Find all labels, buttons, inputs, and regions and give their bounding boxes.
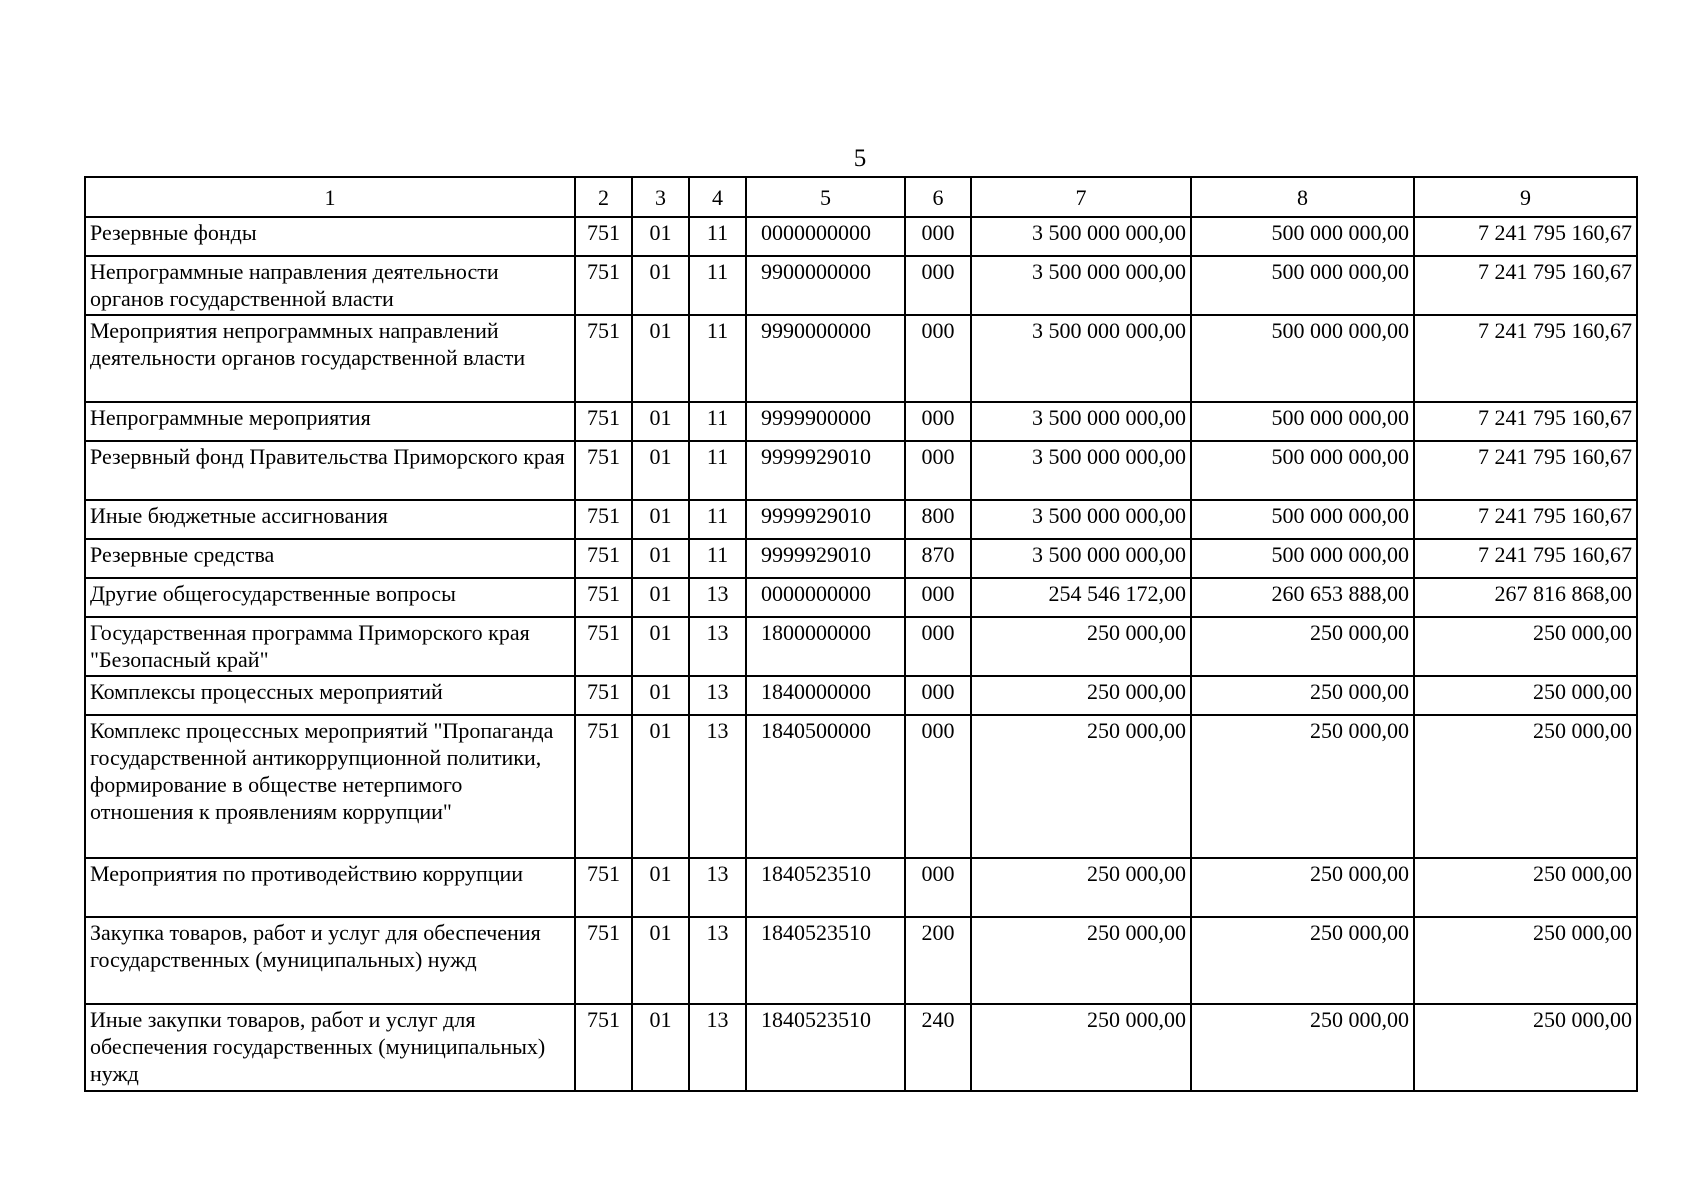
cell-code-2: 751 xyxy=(575,715,632,858)
cell-code-6: 000 xyxy=(905,315,971,402)
page-number: 5 xyxy=(853,145,867,172)
cell-code-6: 240 xyxy=(905,1004,971,1091)
cell-amount-7: 250 000,00 xyxy=(971,1004,1191,1091)
cell-amount-9: 250 000,00 xyxy=(1414,617,1637,676)
cell-code-6: 000 xyxy=(905,441,971,500)
cell-amount-9: 250 000,00 xyxy=(1414,715,1637,858)
cell-code-2: 751 xyxy=(575,617,632,676)
cell-amount-7: 3 500 000 000,00 xyxy=(971,539,1191,578)
cell-amount-7: 250 000,00 xyxy=(971,917,1191,1004)
cell-code-6: 000 xyxy=(905,256,971,315)
cell-amount-7: 254 546 172,00 xyxy=(971,578,1191,617)
cell-amount-8: 500 000 000,00 xyxy=(1191,402,1414,441)
cell-code-4: 13 xyxy=(689,578,746,617)
cell-amount-7: 3 500 000 000,00 xyxy=(971,217,1191,256)
cell-amount-8: 250 000,00 xyxy=(1191,858,1414,917)
cell-amount-9: 7 241 795 160,67 xyxy=(1414,441,1637,500)
cell-code-5: 1840523510 xyxy=(746,858,905,917)
cell-amount-9: 7 241 795 160,67 xyxy=(1414,256,1637,315)
table-row xyxy=(85,715,1637,858)
cell-amount-7: 250 000,00 xyxy=(971,715,1191,858)
cell-code-2: 751 xyxy=(575,315,632,402)
cell-code-3: 01 xyxy=(632,539,689,578)
cell-code-3: 01 xyxy=(632,1004,689,1091)
cell-code-3: 01 xyxy=(632,441,689,500)
cell-amount-8: 500 000 000,00 xyxy=(1191,315,1414,402)
cell-code-3: 01 xyxy=(632,858,689,917)
table-row xyxy=(85,315,1637,402)
row-name: Резервные фонды xyxy=(85,217,575,256)
cell-code-4: 13 xyxy=(689,715,746,858)
row-name: Непрограммные мероприятия xyxy=(85,402,575,441)
cell-code-6: 000 xyxy=(905,858,971,917)
cell-code-2: 751 xyxy=(575,578,632,617)
table-row xyxy=(85,441,1637,500)
table-row xyxy=(85,858,1637,917)
cell-code-5: 9999929010 xyxy=(746,441,905,500)
cell-code-3: 01 xyxy=(632,315,689,402)
table-row xyxy=(85,917,1637,1004)
cell-code-6: 000 xyxy=(905,715,971,858)
cell-amount-9: 267 816 868,00 xyxy=(1414,578,1637,617)
cell-amount-7: 250 000,00 xyxy=(971,676,1191,715)
cell-amount-9: 7 241 795 160,67 xyxy=(1414,217,1637,256)
cell-code-5: 9999929010 xyxy=(746,539,905,578)
row-name: Другие общегосударственные вопросы xyxy=(85,578,575,617)
cell-code-2: 751 xyxy=(575,500,632,539)
cell-amount-9: 7 241 795 160,67 xyxy=(1414,500,1637,539)
cell-amount-9: 250 000,00 xyxy=(1414,917,1637,1004)
row-name: Государственная программа Приморского края "Безопасный край" xyxy=(85,617,575,676)
table-row xyxy=(85,578,1637,617)
row-name: Комплекс процессных мероприятий "Пропаганда государственной антикоррупционной политики, формирование в обществе нетерпимого отношения к проявлениям коррупции" xyxy=(85,715,575,858)
cell-code-2: 751 xyxy=(575,217,632,256)
cell-code-4: 13 xyxy=(689,1004,746,1091)
cell-code-2: 751 xyxy=(575,917,632,1004)
cell-code-4: 11 xyxy=(689,441,746,500)
cell-code-2: 751 xyxy=(575,402,632,441)
row-name: Мероприятия по противодействию коррупции xyxy=(85,858,575,917)
cell-amount-8: 250 000,00 xyxy=(1191,676,1414,715)
header-row xyxy=(85,177,1637,217)
cell-code-4: 11 xyxy=(689,539,746,578)
cell-code-6: 000 xyxy=(905,217,971,256)
cell-amount-8: 250 000,00 xyxy=(1191,1004,1414,1091)
cell-code-2: 751 xyxy=(575,676,632,715)
cell-code-6: 000 xyxy=(905,676,971,715)
column-header: 1 xyxy=(85,177,575,217)
cell-code-3: 01 xyxy=(632,217,689,256)
cell-code-4: 13 xyxy=(689,858,746,917)
cell-code-5: 9990000000 xyxy=(746,315,905,402)
cell-code-6: 800 xyxy=(905,500,971,539)
row-name: Непрограммные направления деятельности органов государственной власти xyxy=(85,256,575,315)
cell-code-5: 0000000000 xyxy=(746,217,905,256)
cell-amount-9: 7 241 795 160,67 xyxy=(1414,315,1637,402)
cell-code-6: 000 xyxy=(905,578,971,617)
cell-code-2: 751 xyxy=(575,539,632,578)
column-header: 3 xyxy=(632,177,689,217)
cell-amount-9: 250 000,00 xyxy=(1414,676,1637,715)
row-name: Закупка товаров, работ и услуг для обеспечения государственных (муниципальных) нужд xyxy=(85,917,575,1004)
cell-code-3: 01 xyxy=(632,676,689,715)
cell-code-5: 9999900000 xyxy=(746,402,905,441)
cell-code-5: 1800000000 xyxy=(746,617,905,676)
cell-code-5: 9900000000 xyxy=(746,256,905,315)
table-row xyxy=(85,1004,1637,1091)
table-row xyxy=(85,256,1637,315)
cell-code-5: 0000000000 xyxy=(746,578,905,617)
row-name: Резервный фонд Правительства Приморского края xyxy=(85,441,575,500)
cell-code-4: 13 xyxy=(689,917,746,1004)
cell-amount-7: 3 500 000 000,00 xyxy=(971,256,1191,315)
cell-amount-7: 3 500 000 000,00 xyxy=(971,441,1191,500)
cell-code-2: 751 xyxy=(575,858,632,917)
column-header: 9 xyxy=(1414,177,1637,217)
cell-amount-8: 250 000,00 xyxy=(1191,617,1414,676)
cell-code-4: 11 xyxy=(689,315,746,402)
cell-code-4: 11 xyxy=(689,256,746,315)
table-row xyxy=(85,217,1637,256)
cell-code-5: 1840523510 xyxy=(746,1004,905,1091)
cell-amount-8: 250 000,00 xyxy=(1191,715,1414,858)
cell-amount-8: 250 000,00 xyxy=(1191,917,1414,1004)
cell-amount-7: 3 500 000 000,00 xyxy=(971,500,1191,539)
cell-amount-9: 7 241 795 160,67 xyxy=(1414,402,1637,441)
row-name: Иные бюджетные ассигнования xyxy=(85,500,575,539)
cell-code-3: 01 xyxy=(632,402,689,441)
cell-code-2: 751 xyxy=(575,1004,632,1091)
row-name: Комплексы процессных мероприятий xyxy=(85,676,575,715)
cell-code-2: 751 xyxy=(575,256,632,315)
cell-code-6: 870 xyxy=(905,539,971,578)
cell-amount-8: 500 000 000,00 xyxy=(1191,256,1414,315)
cell-code-4: 11 xyxy=(689,217,746,256)
cell-amount-9: 250 000,00 xyxy=(1414,1004,1637,1091)
cell-amount-7: 250 000,00 xyxy=(971,858,1191,917)
cell-code-5: 1840000000 xyxy=(746,676,905,715)
cell-code-6: 000 xyxy=(905,402,971,441)
cell-amount-8: 500 000 000,00 xyxy=(1191,539,1414,578)
cell-code-3: 01 xyxy=(632,617,689,676)
cell-code-3: 01 xyxy=(632,917,689,1004)
cell-code-5: 1840500000 xyxy=(746,715,905,858)
table-row xyxy=(85,402,1637,441)
table-row xyxy=(85,539,1637,578)
row-name: Мероприятия непрограммных направлений деятельности органов государственной власти xyxy=(85,315,575,402)
column-header: 2 xyxy=(575,177,632,217)
cell-code-6: 000 xyxy=(905,617,971,676)
cell-code-3: 01 xyxy=(632,500,689,539)
cell-code-4: 13 xyxy=(689,676,746,715)
column-header: 7 xyxy=(971,177,1191,217)
cell-amount-7: 3 500 000 000,00 xyxy=(971,315,1191,402)
cell-amount-7: 3 500 000 000,00 xyxy=(971,402,1191,441)
column-header: 6 xyxy=(905,177,971,217)
cell-code-4: 13 xyxy=(689,617,746,676)
table-row xyxy=(85,617,1637,676)
cell-amount-8: 500 000 000,00 xyxy=(1191,217,1414,256)
cell-code-6: 200 xyxy=(905,917,971,1004)
row-name: Иные закупки товаров, работ и услуг для обеспечения государственных (муниципальных) нужд xyxy=(85,1004,575,1091)
cell-amount-8: 260 653 888,00 xyxy=(1191,578,1414,617)
column-header: 8 xyxy=(1191,177,1414,217)
cell-code-3: 01 xyxy=(632,256,689,315)
cell-code-5: 9999929010 xyxy=(746,500,905,539)
column-header: 4 xyxy=(689,177,746,217)
cell-code-3: 01 xyxy=(632,715,689,858)
cell-amount-9: 250 000,00 xyxy=(1414,858,1637,917)
column-header: 5 xyxy=(746,177,905,217)
cell-amount-7: 250 000,00 xyxy=(971,617,1191,676)
budget-table xyxy=(84,176,1638,1092)
row-name: Резервные средства xyxy=(85,539,575,578)
cell-code-4: 11 xyxy=(689,402,746,441)
table-row xyxy=(85,676,1637,715)
cell-code-3: 01 xyxy=(632,578,689,617)
cell-code-4: 11 xyxy=(689,500,746,539)
cell-amount-9: 7 241 795 160,67 xyxy=(1414,539,1637,578)
cell-amount-8: 500 000 000,00 xyxy=(1191,500,1414,539)
cell-code-5: 1840523510 xyxy=(746,917,905,1004)
cell-amount-8: 500 000 000,00 xyxy=(1191,441,1414,500)
table-row xyxy=(85,500,1637,539)
cell-code-2: 751 xyxy=(575,441,632,500)
